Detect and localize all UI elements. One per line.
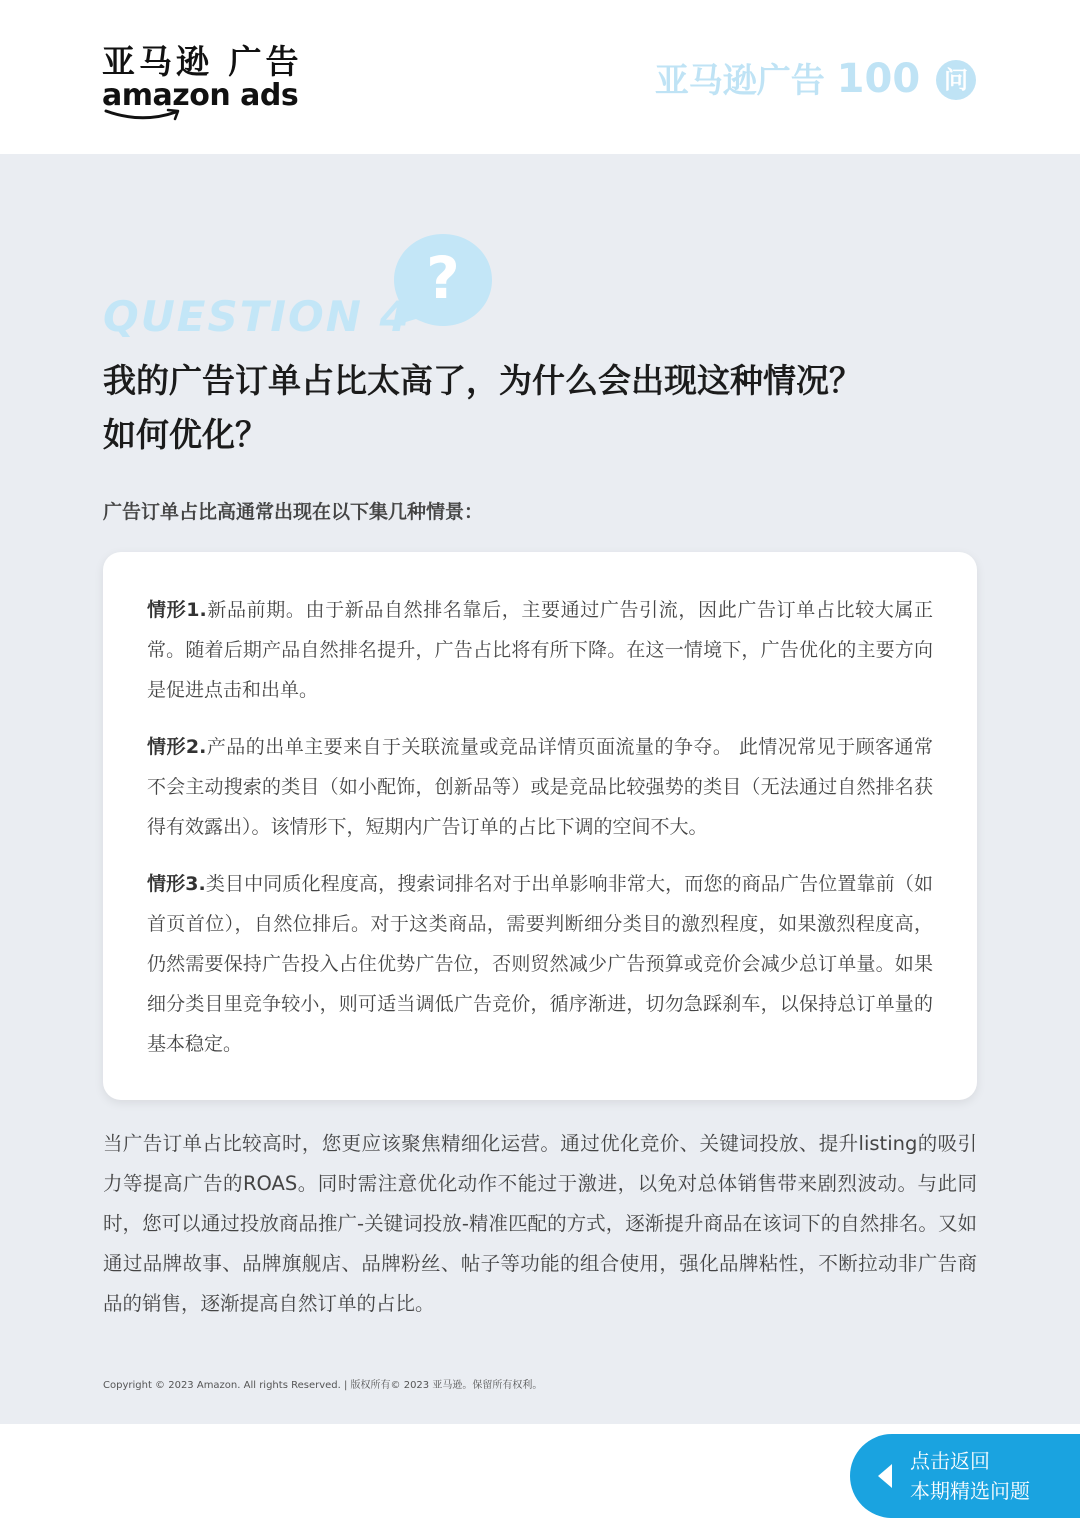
case-heading: 情形2. [147,736,207,758]
case-item-2 [147,727,933,847]
case-item-1 [147,590,933,710]
series-title-number: 100 [836,56,921,102]
copyright-notice: Copyright © 2023 Amazon. All rights Reserved. | 版权所有© 2023 亚马逊。保留所有权利。 [103,1380,543,1391]
question-title [103,354,983,462]
case-text: 类目中同质化程度高，搜索词排名对于出单影响非常大，而您的商品广告位置靠前（如首页首位），自然位排后。对于这类商品，需要判断细分类目的激烈程度，如果激烈程度高，仍然需要保持广告投入占住优势广告位，否则贸然减少广告预算或竞价会减少总订单量。如果细分类目里竞争较小，则可适当调低广告竞价，循序渐进，切勿急踩刹车，以保持总订单量的基本稳定。 [147,873,933,1055]
back-button-line-1: 点击返回 [910,1449,990,1473]
amazon-smile-icon [104,108,184,122]
back-arrow-icon [878,1464,892,1488]
page-header [0,0,1080,154]
summary-paragraph: 当广告订单占比较高时，您更应该聚焦精细化运营。通过优化竞价、关键词投放、提升listing的吸引力等提高广告的ROAS。同时需注意优化动作不能过于激进，以免对总体销售带来剧烈波动。与此同时，您可以通过投放商品推广-关键词投放-精准匹配的方式，逐渐提升商品在该词下的自然排名。又如通过品牌故事、品牌旗舰店、品牌粉丝、帖子等功能的组合使用，强化品牌粘性，不断拉动非广告商品的销售，逐渐提高自然订单的占比。 [103,1132,977,1315]
cases-card [103,552,977,1100]
question-title-line-1: 我的广告订单占比太高了，为什么会出现这种情况？ [103,361,862,400]
case-text: 产品的出单主要来自于关联流量或竞品详情页面流量的争夺。 此情况常见于顾客通常不会主动搜索的类目（如小配饰，创新品等）或是竞品比较强势的类目（无法通过自然排名获得有效露出）。该情形下，短期内广告订单的占比下调的空间不大。 [147,736,933,838]
case-item-3 [147,864,933,1064]
logo-chinese-text: 亚马逊 广告 [102,42,303,81]
back-to-questions-button[interactable] [850,1434,1080,1518]
content-panel [0,154,1080,1424]
logo-english-text: amazon ads [102,78,299,113]
back-button-label [910,1446,1030,1506]
case-heading: 情形3. [147,873,206,895]
question-number-label: QUESTION 4 [103,292,411,341]
series-badge-icon: 问 [936,60,976,100]
series-title-text: 亚马逊广告 [654,61,825,101]
page-footer [0,1424,1080,1527]
series-title [655,54,976,106]
case-text: 新品前期。由于新品自然排名靠后，主要通过广告引流，因此广告订单占比较大属正常。随着后期产品自然排名提升，广告占比将有所下降。在这一情境下，广告优化的主要方向是促进点击和出单。 [147,599,933,701]
question-title-line-2: 如何优化？ [103,415,268,454]
amazon-ads-logo [102,42,303,113]
case-heading: 情形1. [147,599,207,621]
back-button-line-2: 本期精选问题 [910,1479,1030,1503]
intro-text: 广告订单占比高通常出现在以下集几种情景： [103,501,484,523]
question-mark-text: ? [426,244,460,312]
